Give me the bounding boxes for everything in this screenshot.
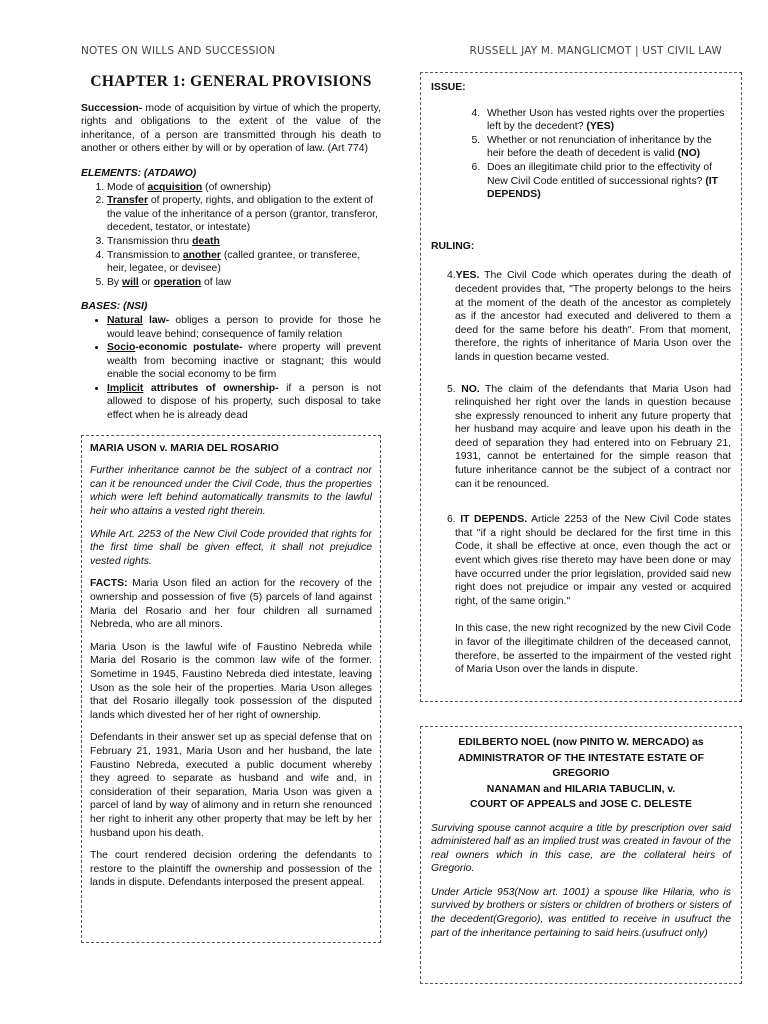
case-doctrine: Further inheritance cannot be the subject of a contract nor can it be renounced under the Civil Code, thus the properties which were left behind automatically transmits to the lawful heir who attains a vested right therein. (90, 465, 372, 518)
list-item: 5. By will or operation of law (107, 276, 381, 290)
list-item: 4. Transmission to another (called grantee, or transferee, heir, legatee, or devisee) (107, 249, 381, 276)
issue-ruling-box (420, 72, 742, 702)
bases-list (81, 314, 381, 423)
list-item: 5. Whether or not renunciation of inheritance by the heir before the death of decedent is valid (NO) (483, 134, 731, 161)
list-item: 6. Does an illegitimate child prior to the effectivity of New Civil Code entitled of successional rights? (IT DEPENDS) (483, 161, 731, 202)
case-uson-box (81, 435, 381, 943)
issue-list (431, 107, 731, 202)
case-facts: The court rendered decision ordering the defendants to restore to the plaintiff the ownership and possession of the lands in dispute. Defendants interposed the present appeal. (90, 850, 372, 889)
ruling-conclusion: In this case, the new right recognized by the new Civil Code in favor of the illegitimate children of the deceased cannot, therefore, be asserted to the impairment of the vested right of Maria Uson over the lands in dispute. (455, 623, 731, 676)
ruling-list (431, 269, 731, 608)
list-item: 4. Whether Uson has vested rights over the properties left by the decedent? (YES) (483, 107, 731, 134)
case-doctrine: Under Article 953(Now art. 1001) a spouse like Hilaria, who is survived by brothers or sisters or children of brothers or sisters of the decedent(Gregorio), was entitled to receive in usufruct the part of the inheritance pertaining to said heirs.(usufruct only) (431, 886, 731, 939)
elements-heading: ELEMENTS: (ATDAWO) (81, 167, 197, 179)
elements-list (81, 181, 381, 290)
succession-definition (81, 102, 381, 156)
issue-label: ISSUE: (431, 82, 466, 93)
right-column (420, 72, 742, 984)
header-left: NOTES ON WILLS AND SUCCESSION (81, 45, 276, 57)
left-column (81, 72, 381, 943)
list-item: • Implicit attributes of ownership- if a person is not allowed to dispose of his property, such disposal to take effect when he is already dead (107, 382, 381, 423)
case-title: MARIA USON v. MARIA DEL ROSARIO (90, 442, 279, 454)
case-facts: FACTS: Maria Uson filed an action for the recovery of the ownership and possession of five (5) parcels of land against Maria del Rosario and her four children all surnamed Nebreda, who are all minors. (90, 578, 372, 631)
ruling-label: RULING: (431, 240, 475, 252)
succession-term: Succession- (81, 102, 143, 114)
case-doctrine: Surviving spouse cannot acquire a title by prescription over said administered half as an implied trust was created in favour of the real owners which in this case, are the collateral heirs of Gregorio. (431, 822, 731, 875)
succession-text: mode of acquisition by virtue of which the property, rights and obligations to the extent of the value of the inheritance, of a person are transmitted through his death to another or others either by will or by operation of law. (Art 774) (81, 102, 381, 155)
case-noel-box (420, 726, 742, 984)
list-item: • Natural law- obliges a person to provide for those he would leave behind; consequence of family relation (107, 314, 381, 341)
list-item: 2. Transfer of property, rights, and obligation to the extent of the value of the inheritance of a person (grantor, transferor, decedent, testator, or intestate) (107, 194, 381, 235)
case-title: EDILBERTO NOEL (now PINITO W. MERCADO) as ADMINISTRATOR OF THE INTESTATE ESTATE OF GREGORIO NANAMAN and HILARIA TABUCLIN, v. COURT OF APPEALS and JOSE C. DELESTE (458, 737, 704, 810)
case-facts: Defendants in their answer set up as special defense that on February 21, 1931, Maria Uson and her husband, the late Faustino Nebreda, executed a public document whereby they agreed to separate as husband and wife and, in consideration of their separation, Maria Uson was given a parcel of land by way of alimony and in return she renounced her right to inherit any other property that may be left by her husband upon his death. (90, 732, 372, 839)
header-right: RUSSELL JAY M. MANGLICMOT | UST CIVIL LAW (469, 45, 722, 57)
list-item: 5. NO. The claim of the defendants that Maria Uson had relinquished her right over the lands in question because she expressly renounced to inherit any future property that her husband may acquire and leave upon his death in the deed of separation they had entered into on February 21, 1931, cannot be entertained for the simple reason that future inheritance cannot be the subject of a contract nor can it be renounced. (447, 383, 731, 490)
list-item: 4.YES. The Civil Code which operates during the death of decedent provides that, "The property belongs to the heirs at the moment of the death of the ancestor as completely as if the ancestor had executed and delivered to them a deed for the same before his death". From that moment, therefore, the rights of inheritance of Maria Uson over the lands in question became vested. (447, 270, 731, 363)
case-doctrine: While Art. 2253 of the New Civil Code provided that rights for the first time shall be given effect, it shall not prejudice vested rights. (90, 528, 372, 567)
list-item: 6. IT DEPENDS. Article 2253 of the New Civil Code states that "if a right should be declared for the first time in this Code, it shall be effective at once, even though the act or event which gives rise thereto may have been done or may have occurred under the prior legislation, provided said new right does not prejudice or impair any vested or acquired right, of the same origin." (447, 514, 731, 607)
bases-heading: BASES: (NSI) (81, 301, 148, 313)
list-item: 3. Transmission thru death (107, 235, 381, 249)
case-facts: Maria Uson is the lawful wife of Faustino Nebreda while Maria del Rosario is the common law wife of the former. Sometime in 1945, Faustino Nebreda died intestate, leaving Uson as the sole heir of the properties. Maria Uson alleges that del Rosario illegally took possession of the disputed lands which divested her of her right of ownership. (90, 641, 372, 721)
chapter-title: CHAPTER 1: GENERAL PROVISIONS (90, 73, 372, 90)
list-item: • Socio-economic postulate- where property will prevent wealth from becoming inactive or stagnant; this would enable the social economy to be firm (107, 341, 381, 382)
list-item: 1. Mode of acquisition (of ownership) (107, 181, 381, 195)
